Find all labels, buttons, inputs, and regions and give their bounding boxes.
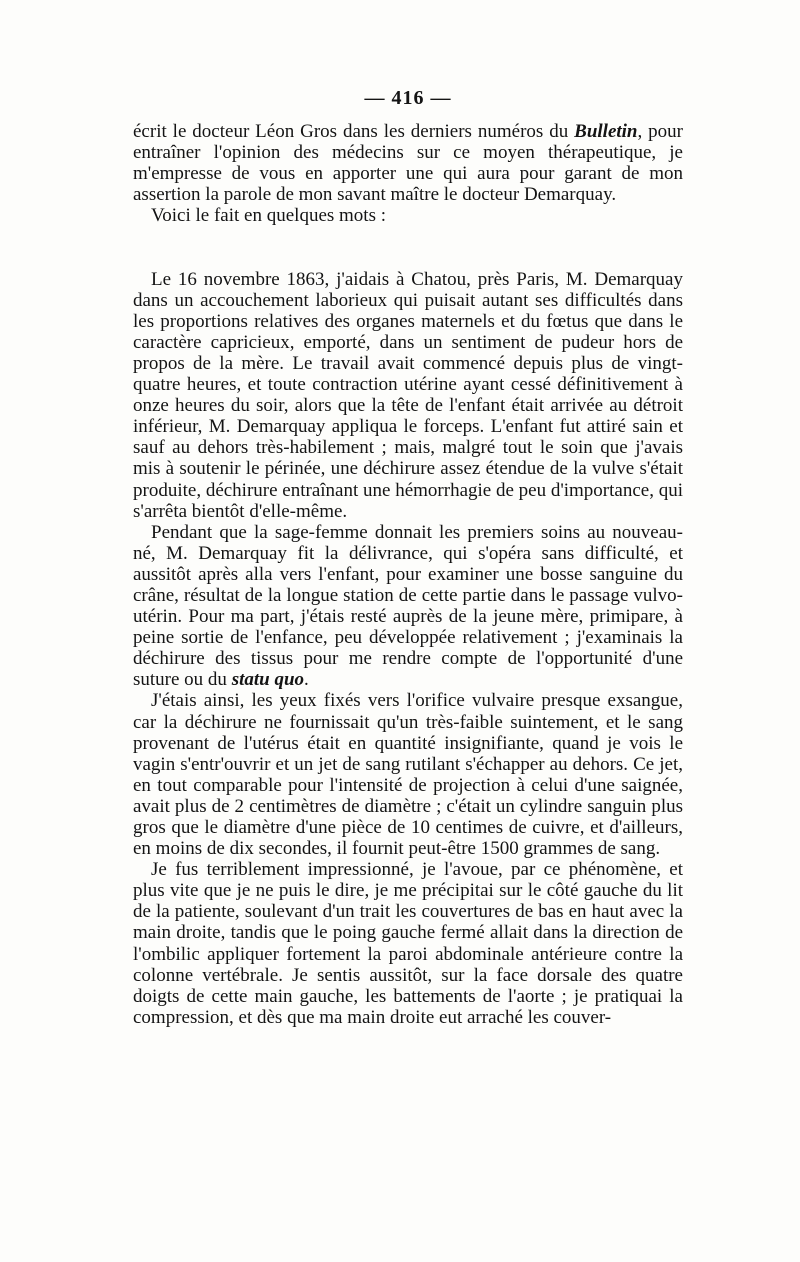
bulletin-title: Bulletin bbox=[574, 121, 638, 143]
paragraph-1 bbox=[133, 121, 683, 205]
page-text bbox=[133, 88, 683, 1028]
paragraph-3: Le 16 novembre 1863, j'aidais à Chatou, près Paris, M. Demarquay dans un accouchement laborieux qui puisait autant ses difficultés dans les proportions relatives des organes maternels et du fœtus que dans le caractère capricieux, emporté, dans un sentiment de pudeur hors de propos de la mère. Le travail avait commencé depuis plus de vingt-quatre heures, et toute contraction utérine ayant cessé définitivement à onze heures du soir, alors que la tête de l'enfant était arrivée au détroit inférieur, M. Demarquay appliqua le forceps. L'enfant fut attiré sain et sauf au dehors très-habilement ; mais, malgré tout le soin que j'avais mis à soutenir le périnée, une déchirure assez étendue de la vulve s'était produite, déchirure entraînant une hémorrhagie de peu d'importance, qui s'arrêta bientôt d'elle-même. bbox=[133, 268, 683, 522]
paragraph-2: Voici le fait en quelques mots : bbox=[151, 205, 386, 227]
page-number: — 416 — bbox=[364, 87, 452, 109]
paragraph-6: Je fus terriblement impressionné, je l'avoue, par ce phénomène, et plus vite que je ne puis le dire, je me précipitai sur le côté gauche du lit de la patiente, soulevant d'un trait les couvertures de bas en haut avec la main droite, tandis que le poing gauche fermé allait dans la direction de l'ombilic appliquer fortement la paroi abdominale antérieure contre la colonne vertébrale. Je sentis aussitôt, sur la face dorsale des quatre doigts de cette main gauche, les battements de l'aorte ; je pratiquai la compression, et dès que ma main droite eut arraché les couver- bbox=[133, 859, 683, 1028]
section-gap bbox=[133, 227, 683, 269]
paragraph-4-text-end: . bbox=[304, 669, 309, 691]
paragraph-4 bbox=[133, 522, 683, 691]
paragraph-5: J'étais ainsi, les yeux fixés vers l'orifice vulvaire presque exsangue, car la déchirure ne fournissait qu'un très-faible suintement, et le sang provenant de l'utérus était en quantité insignifiante, quand je vois le vagin s'entr'ouvrir et un jet de sang rutilant s'échapper au dehors. Ce jet, en tout comparable pour l'intensité de projection à celui d'une saignée, avait plus de 2 centimètres de diamètre ; c'était un cylindre sanguin plus gros que le diamètre d'une pièce de 10 centimes de cuivre, et d'ailleurs, en moins de dix secondes, il fournit peut-être 1500 grammes de sang. bbox=[133, 690, 683, 860]
paragraph-4-text: Pendant que la sage-femme donnait les premiers soins au nouveau-né, M. Demarquay fit la délivrance, qui s'opéra sans difficulté, et aussitôt après alla vers l'enfant, pour examiner une bosse sanguine du crâne, résultat de la longue station de cette partie dans le passage vulvo-utérin. Pour ma part, j'étais resté auprès de la jeune mère, primipare, à peine sortie de l'enfance, peu développée relativement ; j'examinais la déchirure des tissus pour me rendre compte de l'opportunité d'une suture ou du bbox=[133, 521, 683, 691]
statu-quo-italic: statu quo bbox=[231, 669, 305, 691]
paragraph-1-text: écrit le docteur Léon Gros dans les derniers numéros du bbox=[133, 121, 575, 143]
paragraph-1-text-end: , pour entraîner l'opinion des médecins sur ce moyen thérapeutique, je m'empresse de vous en apporter une qui aura pour garant de mon assertion la parole de mon savant maître le docteur Demarquay. bbox=[133, 121, 683, 206]
